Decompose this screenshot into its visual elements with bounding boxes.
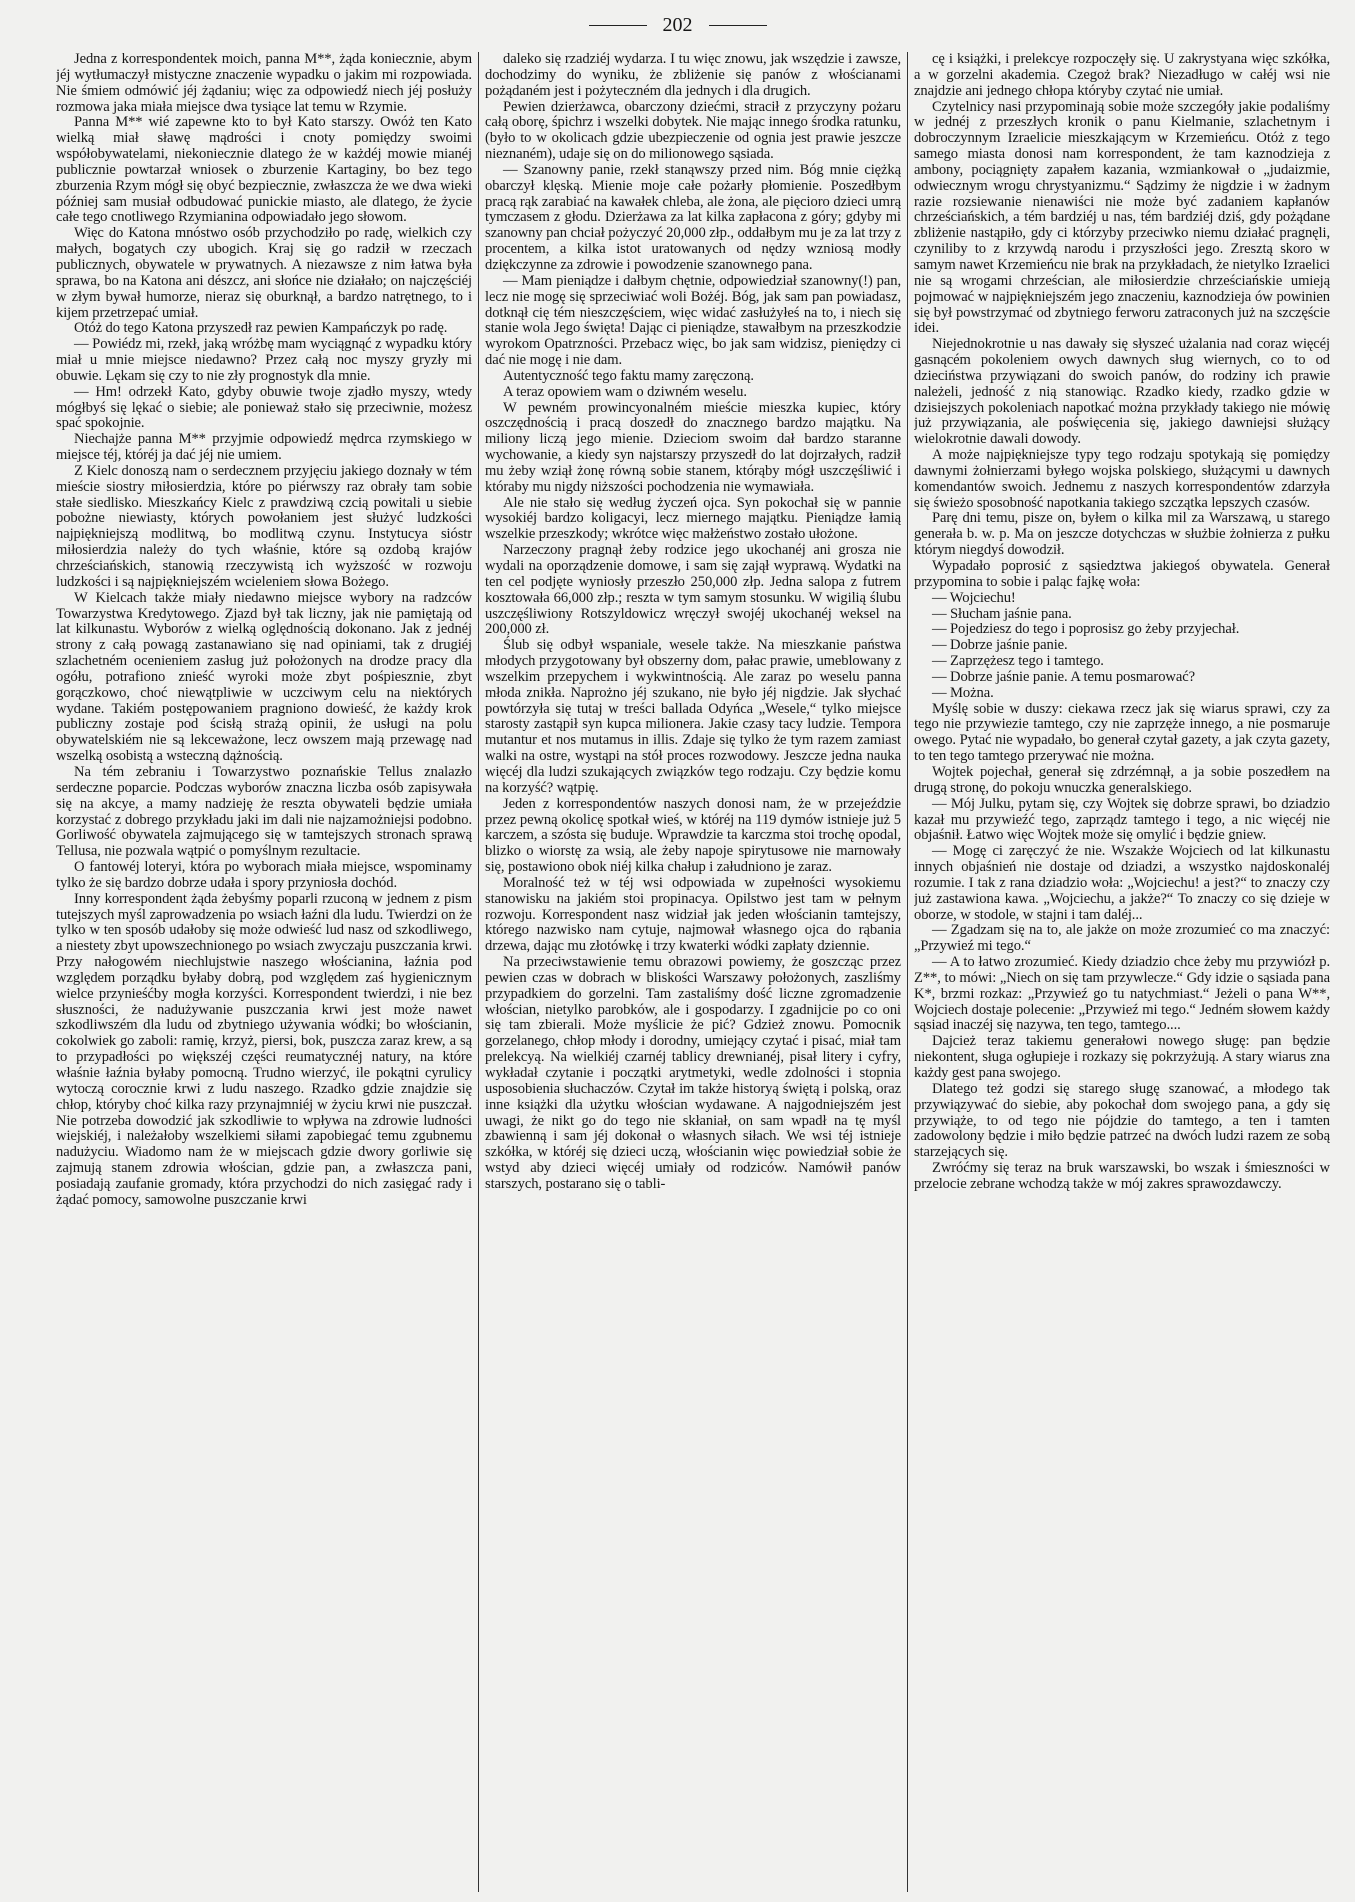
paragraph: Zwróćmy się teraz na bruk warszawski, bo wszak i śmieszności w przelocie zebrane wchodzą także w mój zakres sprawozdawczy.: [914, 1160, 1330, 1192]
paragraph: Dlatego też godzi się starego sługę szanować, a młodego tak przywiązywać do siebie, aby pokochał dom swojego pana, a gdy się przywiąże, to od tego nie pójdzie do tamtego, a ten i tamten zadowolony będzie i miło będzie patrzeć na dwóch ludzi razem ze sobą starzejących się.: [914, 1080, 1330, 1161]
paragraph: daleko się rzadziéj wydarza. I tu więc znowu, jak wszędzie i zawsze, dochodzimy do wyniku, że zbliżenie się panów z włościanami pożądaném jest i pożyteczném dla jednych i dla drugich.: [485, 52, 901, 99]
paragraph: Ślub się odbył wspaniale, wesele także. Na mieszkanie państwa młodych przygotowany był obszerny dom, pałac prawie, umeblowany z wszelkim przepychem i wykwintnością. Ale zaraz po weselu panna młoda znikła. Naprożno jéj szukano, nie było jéj nigdzie. Jak słychać powtórzyła się tutaj w treści ballada Odyńca „Wesele,“ tylko miejsce starosty zastąpił syn kupca milionera. Jakie czasy tacy ludzie. Tempora mutantur et nos mutamus in illis. Zdaje się tylko że tym razem zamiast walki na ostre, wystąpi na stół proces rozwodowy. Jeszcze jedna nauka więcéj dla ludzi szukających związków tego rodzaju. Czy będzie komu na korzyść? wątpię.: [485, 637, 901, 796]
paragraph: Pewien dzierżawca, obarczony dziećmi, stracił z przyczyny pożaru całą oborę, śpichrz i wszelki dobytek. Nie mając innego środka ratunku, (było to w okolicach gdzie ubezpieczenie od ognia jest prawie jeszcze nieznaném), udaje się on do milionowego sąsiada.: [485, 98, 901, 163]
paragraph: Narzeczony pragnął żeby rodzice jego ukochanéj ani grosza nie wydali na oporządzenie domowe, i sam się zajął wyprawą. Wydatki na ten cel podjęte wyniosły przeszło 250,000 złp. Jedna salopa z futrem kosztowała 66,000 złp.; reszta w tym samym stosunku. W wigilią ślubu uszczęśliwiony Rotszyldowicz wręczył swojéj ukochanéj weksel na 200,000 zł.: [485, 542, 901, 638]
paragraph: Z Kielc donoszą nam o serdecznem przyjęciu jakiego doznały w tém mieście siostry miłosierdzia, które po piérwszy raz obrały tam sobie stałe siedlisko. Mieszkańcy Kielc z prawdziwą czcią powitali u siebie pobożne niewiasty, których powołaniem jest służyć ludzkości najpiękniejszą modlitwą, bo modlitwą czynu. Instytucya sióstr miłosierdzia należy do tych właśnie, które są ozdobą krajów chrześciańskich, stanowią rzeczywistą ich wyższość w rozwoju ludzkości i są najpiękniejszém wcieleniem słowa Bożego.: [56, 462, 472, 590]
header-rule-right: [709, 25, 767, 26]
paragraph: — Hm! odrzekł Kato, gdyby obuwie twoje zjadło myszy, wtedy mógłbyś się lękać o siebie; ale ponieważ stało się przeciwnie, możesz spać spokojnie.: [56, 383, 472, 432]
paragraph: Jedna z korrespondentek moich, panna M**, żąda koniecznie, abym jéj wytłumaczył mistyczne znaczenie wypadku o jakim mi rozpowiada. Nie śmiem odmówić jéj żądaniu; więc za odpowiedź niech jéj posłuży rozmowa jaka miała miejsce dwa tysiące lat temu w Rzymie.: [56, 52, 472, 115]
paragraph: Otóż do tego Katona przyszedł raz pewien Kampańczyk po radę.: [74, 320, 448, 337]
paragraph: Na tém zebraniu i Towarzystwo poznańskie Tellus znalazło serdeczne poparcie. Podczas wyborów znaczna liczba osób zapisywała się na akcye, a mamy nadzieję że reszta obywateli będzie umiała korzystać z dobrego przykładu jaki im dali nie najzamożniejsi podobno. Gorliwość obywatela zajmującego się w tamtejszych stronach sprawą Tellusa, nie pozwala wątpić o pomyślnym rezultacie.: [56, 763, 472, 860]
column-2: [485, 52, 901, 1892]
column-3: [914, 52, 1330, 1892]
paragraph: Niejednokrotnie u nas dawały się słyszeć użalania nad coraz więcéj gasnącém pokoleniem owych dawnych sług wiernych, co to od dzieciństwa przywiązani do swoich panów, do rodziny ich prawie należeli, jedność z nią stanowiąc. Rzadko kiedy, rzadko gdzie w dzisiejszych pokoleniach napotkać można przykłady takiego nie mówię już przywiązania, ale poświęcenia się, jakiego dawniejsi służący wielokrotnie dawali dowody.: [914, 336, 1330, 448]
column-divider: [478, 52, 479, 1892]
paragraph: Niechajże panna M** przyjmie odpowiedź mędrca rzymskiego w miejsce téj, któréj ja dać jéj nie umiem.: [56, 431, 472, 464]
paragraph: Autentyczność tego faktu mamy zaręczoną.: [503, 367, 754, 384]
paragraph: cę i książki, i prelekcye rozpoczęły się. U zakrystyana więc szkółka, a w gorzelni akademia. Czegoż brak? Niezadługo w całéj wsi nie znajdzie ani jednego chłopa któryby czytać nie umiał.: [914, 52, 1330, 99]
paragraph: Jeden z korrespondentów naszych donosi nam, że w przejeździe przez pewną okolicę spotkał wieś, w któréj na 119 dymów istnieje już 5 karczem, a szósta się buduje. Wprawdzie ta karczma stoi trochę opodal, blizko o wiorstę za wsią, ale żeby napoje spirytusowe nie marnowały się, postawiono obok niéj kilka chałup i załudniono je zaraz.: [485, 795, 901, 876]
paragraph: Czytelnicy nasi przypominają sobie może szczegóły jakie podaliśmy w jednéj z przeszłych kronik o panu Kielmanie, szlachetnym i dobroczynnym Izraelicie mieszkającym w Krzemieńcu. Otóż z tego samego miasta donosi nam korrespondent, że tam kaznodzieja z ambony, pociągnięty zapałem kazania, wzmiankował o „judaizmie, odwiecznym wrogu chrystyanizmu.“ Sądzimy że nigdzie i w żadnym razie rozsiewanie nienawiści nie może być zadaniem kapłanów chrześciańskich, a tém bardziéj u nas, tém bardziéj dziś, gdy pożądane zbliżenie nastąpiło, gdy ci którzyby przeciwko niemu działać pragnęli, czyniliby to z krzywdą narodu i przyszłości jego. Zresztą skoro w samym nawet Krzemieńcu nie brak na przykładach, że nietylko Izraelici nie są wrogami chrześcian, ale miłosierdzie chrześciańskie umieją pojmować w najpiękniejszém jego znaczeniu, kaznodzieja ów powinien się był powstrzymać od zbytniego ferworu zatraconych już na szczęście idei.: [914, 98, 1330, 337]
paragraph: A teraz opowiem wam o dziwném weselu.: [503, 383, 747, 400]
paragraph: — Powiédz mi, rzekł, jaką wróżbę mam wyciągnąć z wypadku który miał u mnie miejsce niedawno? Przez całą noc myszy gryzły mi obuwie. Lękam się czy to nie zły prognostyk dla mnie.: [56, 336, 472, 384]
paragraph: — Dobrze jaśnie panie. A temu posmarować?: [932, 668, 1195, 685]
paragraph: Dajcież teraz takiemu generałowi nowego sługę: pan będzie niekontent, sługa ogłupieje i rozkazy się pokrzyżują. A stary wiarus zna każdy gest pana swojego.: [914, 1033, 1330, 1081]
paragraph: Panna M** wié zapewne kto to był Kato starszy. Owóż ten Kato wielką miał sławę mądrości i cnoty pomiędzy swoimi współobywatelami, niekoniecznie dlatego że w każdéj mowie mianéj publicznie powtarzał wniosek o zburzenie Kartaginy, bo bez tego zburzenia Rzym mógł się obyć bezpiecznie, zwłaszcza że we dwa wieki później sam musiał odbudować punickie miasto, ale dlatego, że życie całe tego cnotliwego Rzymianina odpowiadało jego słowom.: [56, 114, 472, 226]
paragraph: W pewném prowincyonalném mieście mieszka kupiec, który oszczędnością i pracą doszedł do znacznego bardzo majątku. Na miliony liczą jego mienie. Dzieciom swoim dał bardzo staranne wychowanie, a kiedy syn najstarszy przyszedł do lat dojrzałych, radził mu żeby wziął żonę równą sobie stanem, którąby mógł uszczęśliwić i któraby mu nigdy niższości pochodzenia nie wymawiała.: [485, 399, 901, 495]
paragraph: W Kielcach także miały niedawno miejsce wybory na radzców Towarzystwa Kredytowego. Zjazd był tak liczny, jak nie pamiętają od lat kilkunastu. Wyborów z wielką oględnością dokonano. Jak z jednéj strony z całą powagą zastanawiano się nad opiniami, tak z drugiéj szlachetném ocenieniem zasług już położonych na drodze pracy dla ogółu, potrafiono znieść wyroki może zbyt pośpiesznie, zbyt gorączkowo, choć niewątpliwie w uczciwym celu na niektórych wydane. Takiém postępowaniem pragniono dowieść, że każdy krok publiczny zostaje pod ścisłą strażą opinii, że usługi na polu obywatelskiém nie są lekceważone, lecz owszem mają przewagę nad wszelką osobistą a wsteczną dążnością.: [56, 589, 472, 765]
paragraph: — Mój Julku, pytam się, czy Wojtek się dobrze sprawi, bo dziadzio kazał mu przywieźć tego, zaprządz tamtego i tego, a nic więcéj nie objaśnił. Łatwo więc Wojtek może się omylić i będzie gniew.: [914, 795, 1330, 844]
paragraph: — Mogę ci zaręczyć że nie. Wszakże Wojciech od lat kilkunastu innych objaśnień nie dostaje od dziadzi, a wszystko najdoskonaléj rozumie. I tak z rana dziadzio woła: „Wojciechu! a jest?“ to znaczy czy już zastawiona kawa. „Wojciechu, a jakże?“ To znaczy co się dzieje w oborze, w stodole, w stajni i tam daléj...: [914, 843, 1330, 923]
header-rule-left: [589, 25, 647, 26]
paragraph: — Słucham jaśnie pana.: [932, 605, 1072, 622]
paragraph: — Mam pieniądze i dałbym chętnie, odpowiedział szanowny(!) pan, lecz nie mogę się sprzeciwiać woli Bożéj. Bóg, jak sam pan powiadasz, dotknął cię tém nieszczęściem, więc widać zasłużyłeś na to, i niech się stanie wola Jego święta! Dając ci pieniądze, stawałbym na przeszkodzie wyrokom Opatrzności. Przebacz więc, bo jak sam widzisz, pieniędzy ci dać nie mogę i nie dam.: [485, 272, 901, 369]
paragraph: Więc do Katona mnóstwo osób przychodziło po radę, wielkich czy małych, bogatych czy ubogich. Kraj się go radził w rzeczach publicznych, obywatele w prywatnych. A niezawsze z nim łatwa była sprawa, bo na Katona ani dészcz, ani słońce nie działało; on najczęściéj w złym bywał humorze, nieraz się oburknął, a bardzo natrętnego, to i kijem przetrzepać umiał.: [56, 225, 472, 321]
paragraph: Moralność też w téj wsi odpowiada w zupełności wysokiemu stanowisku na jakiém stoi propinacya. Opilstwo jest tam w pełnym rozwoju. Korrespondent nasz widział jak jeden włościanin tamtejszy, którego nazwisko nam cytuje, najmował własnego ojca do rąbania drzewa, dając mu złotówkę i trzy kwaterki wódki zapłaty dziennie.: [485, 874, 901, 955]
paragraph: — Szanowny panie, rzekł stanąwszy przed nim. Bóg mnie ciężką obarczył klęską. Mienie moje całe pożarły płomienie. Poszedłbym pracą rąk zarabiać na kawałek chleba, ale żona, ale pięcioro dzieci umrą tymczasem z głodu. Dzierżawa za lat kilka zapłacona z góry; gdyby mi szanowny pan chciał pożyczyć 20,000 złp., oddałbym mu je za lat trzy z procentem, a kilka istot uratowanych od nędzy wzniosą modły dziękczynne za zdrowie i powodzenie szanownego pana.: [485, 161, 901, 273]
paragraph: Inny korrespondent żąda żebyśmy poparli rzuconą w jednem z pism tutejszych myśl zaprowadzenia po wsiach łaźni dla ludu. Twierdzi on że tylko w ten sposób udałoby się może odwieść lud nasz od szkodliwego, a niestety zbyt upowszechnionego po wsiach zwyczaju puszczania krwi. Przy nałogowém niechlujstwie naszego włościanina, łaźnia pod względem porządku byłaby dobrą, pod względem zaś hygienicznym wielce przynieśćby mogła korzyści. Korrespondent twierdzi, i nie bez słuszności, że nadużywanie puszczania krwi jest może nawet szkodliwszém dla ludu od zbytniego używania wódki; bo włościanin, cokolwiek go zaboli: ramię, krzyż, piersi, bok, puszcza zaraz krew, a są to przypadłości po większéj części reumatycznéj natury, na które właśnie łaźnia byłaby pomocną. Trudno wierzyć, ile pokątni cyrulicy wytoczą corocznie krwi z ludu naszego. Rzadko gdzie znajdzie się chłop, któryby choć kilka razy przynajmniéj w życiu krwi nie puszczał. Nie potrzeba dowodzić jak szkodliwie to wpływa na zdrowie ludności wiejskiéj, i należałoby wszelkiemi siłami zapobiegać temu zgubnemu nadużyciu. Wiadomo nam że w miejscach gdzie dwory gorliwie się zajmują stanem zdrowia włościan, gdzie pan, a zwłaszcza pani, posiadają zaufanie gromady, która przychodzi do nich zasięgać rady i żądać pomocy, samowolne puszczanie krwi: [56, 890, 472, 1208]
paragraph: Wypadało poprosić z sąsiedztwa jakiegoś obywatela. Generał przypomina to sobie i paląc fajkę woła:: [914, 558, 1330, 590]
paragraph: Wojtek pojechał, generał się zdrzémnął, a ja sobie poszedłem na drugą stronę, do pokoju wnuczka generalskiego.: [914, 763, 1330, 796]
paragraph: Ale nie stało się według życzeń ojca. Syn pokochał się w pannie wysokiéj bardzo koligacyi, lecz miernego majątku. Pieniądze łamią wszelkie przeszkody; wkrótce więc małżeństwo zostało ułożone.: [485, 494, 901, 543]
paragraph: — A to łatwo zrozumieć. Kiedy dziadzio chce żeby mu przywiózł p. Z**, to mówi: „Niech on się tam przywlecze.“ Gdy idzie o sąsiada pana K*, brzmi rozkaz: „Przywieź go tu natychmiast.“ Jeżeli o pana W**, Wojciech dostaje polecenie: „Przywieź mi tego.“ Jedném słowem każdy sąsiad inaczéj się nazywa, ten tego, tamtego....: [914, 954, 1330, 1034]
paragraph: Na przeciwstawienie temu obrazowi powiemy, że goszcząc przez pewien czas w dobrach w bliskości Warszawy położonych, zaszliśmy przypadkiem do gorzelni. Tam zastaliśmy dość liczne zgromadzenie włościan, nietylko parobków, ale i gospodarzy. I zgadnijcie po co oni się tam zbierali. Może myślicie że pić? Gdzież znowu. Pomocnik gorzelanego, chłop młody i dorodny, umiejący czytać i pisać, miał tam prelekcyą. Na wielkiéj czarnéj tablicy drewnianéj, pisał litery i cyfry, wykładał czytanie i początki arytmetyki, wedle zdolności i stopnia usposobienia słuchaczów. Czytał im także historyą świętą i polską, oraz inne książki dla użytku włościan wydawane. A najgodniejszém jest uwagi, że nikt go do tego nie skłaniał, on sam wpadł na tę myśl zbawienną i sam jéj dokonał o własnych siłach. We wsi téj istnieje szkółka, w któréj się dzieci uczą, włościanin więc powiedział sobie że wstyd aby dzieci więcéj umiały od rodziców. Namówił panów starszych, postarano się o tabli-: [485, 954, 901, 1192]
paragraph: Myślę sobie w duszy: ciekawa rzecz jak się wiarus sprawi, czy za tego nie przywiezie tamtego, czy nie zaprzęże innego, a nie posmaruje owego. Pytać nie wypadało, bo generał czytał gazety, a jak czyta gazety, to ten tego tamtego przerywać nie można.: [914, 700, 1330, 765]
column-1: [56, 52, 472, 1892]
paragraph: Parę dni temu, pisze on, byłem o kilka mil za Warszawą, u starego generała b. w. p. Ma on jeszcze dotychczas w służbie żołnierza z pułku którym niegdyś dowodził.: [914, 510, 1330, 559]
paragraph: — Zgadzam się na to, ale jakże on może zrozumieć co ma znaczyć: „Przywieź mi tego.“: [914, 922, 1330, 955]
article-columns: [56, 52, 1339, 1892]
paragraph: A może najpiękniejsze typy tego rodzaju spotykają się pomiędzy dawnymi żołnierzami byłego wojska polskiego, służącymi u dawnych komendantów swoich. Jednemu z naszych korrespondentów zdarzyła się świeżo sposobność napotkania takiego szczątka lepszych czasów.: [914, 447, 1330, 511]
paragraph: — Można.: [932, 684, 994, 701]
paragraph: — Pojedziesz do tego i poprosisz go żeby przyjechał.: [932, 621, 1240, 638]
column-divider: [907, 52, 908, 1892]
paragraph: O fantowéj loteryi, która po wyborach miała miejsce, wspominamy tylko że się bardzo dobrze udała i spory przyniosła dochód.: [56, 859, 472, 891]
paragraph: — Zaprzężesz tego i tamtego.: [932, 653, 1104, 670]
paragraph: — Dobrze jaśnie panie.: [932, 637, 1068, 654]
paragraph: — Wojciechu!: [932, 589, 1016, 606]
page-number: 202: [662, 14, 693, 36]
page-header: [0, 14, 1355, 40]
